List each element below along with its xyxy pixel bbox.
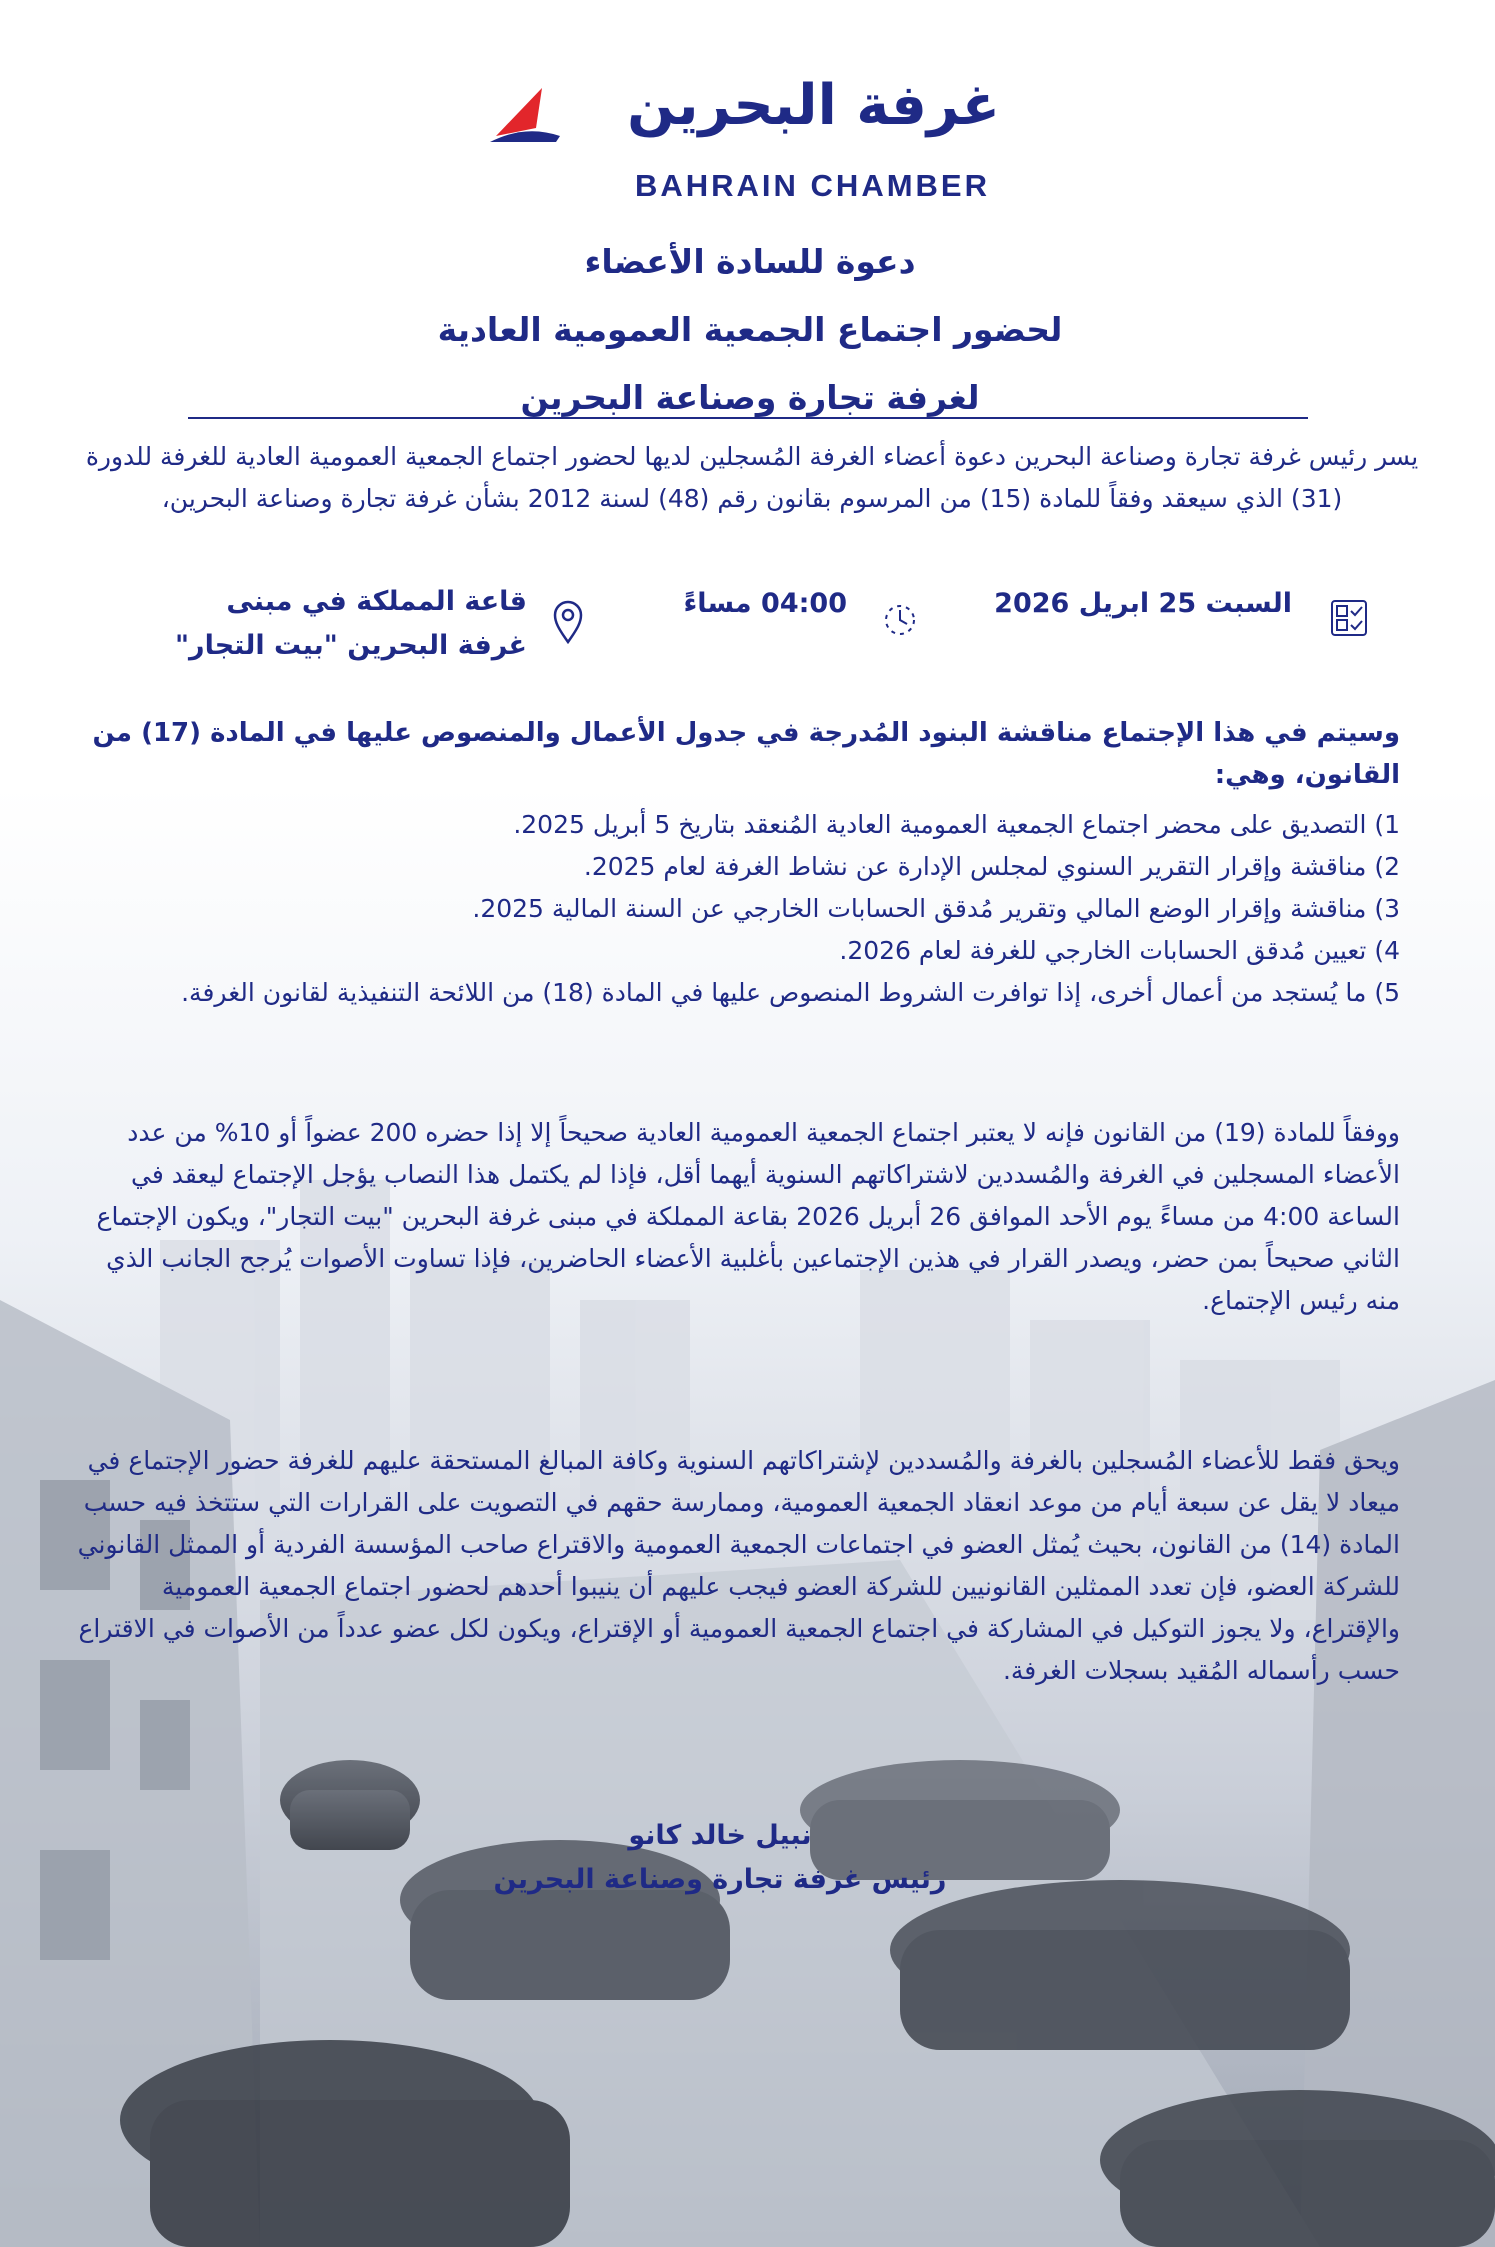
logo-english-text: BAHRAIN CHAMBER — [635, 168, 990, 203]
intro-paragraph: يسر رئيس غرفة تجارة وصناعة البحرين دعوة أعضاء الغرفة المُسجلين لديها لحضور اجتماع الجمعية العمومية العادية للغرفة للدورة (31) الذي سيعقد وفقاً للمادة (15) من المرسوم بقانون رقم (48) لسنة 2012 بشأن غرفة تجارة وصناعة البحرين، — [85, 442, 1419, 513]
clock-icon — [880, 600, 920, 640]
invitation-titles — [250, 228, 1250, 432]
meeting-time: 04:00 مساءً — [683, 588, 847, 619]
agenda-item: 3) مناقشة وإقرار الوضع المالي وتقرير مُدقق الحسابات الخارجي عن السنة المالية 2025. — [472, 894, 1400, 923]
agenda-item: 1) التصديق على محضر اجتماع الجمعية العمومية العادية المُنعقد بتاريخ 5 أبريل 2025. — [513, 810, 1400, 839]
title-line-1: دعوة للسادة الأعضاء — [584, 242, 916, 281]
agenda-lead: وسيتم في هذا الإجتماع مناقشة البنود المُدرجة في جدول الأعمال والمنصوص عليها في المادة (17) من القانون، وهي: — [92, 718, 1400, 790]
title-line-3: لغرفة تجارة وصناعة البحرين — [520, 378, 980, 417]
title-line-2: لحضور اجتماع الجمعية العمومية العادية — [437, 310, 1063, 349]
logo-arabic-text: غرفة البحرين — [627, 73, 1000, 138]
signatory-name: نبيل خالد كانو — [628, 1820, 812, 1851]
signatory-title: رئيس غرفة تجارة وصناعة البحرين — [493, 1864, 947, 1895]
calendar-check-icon — [1330, 599, 1368, 637]
meeting-date: السبت 25 ابريل 2026 — [994, 588, 1292, 619]
quorum-paragraph: ووفقاً للمادة (19) من القانون فإنه لا يعتبر اجتماع الجمعية العمومية العادية صحيحاً إلا إذا حضره 200 عضواً أو 10% من عدد الأعضاء المسجلين في الغرفة والمُسددين لاشتراكاتهم السنوية أيهما أقل، فإذا لم يكتمل هذا النصاب يؤجل الإجتماع ليعقد في الساعة 4:00 من مساءً يوم الأحد الموافق 26 أبريل 2026 بقاعة المملكة في مبنى غرفة البحرين "بيت التجار"، ويكون الإجتماع الثاني صحيحاً بمن حضر، ويصدر القرار في هذين الإجتماعين بأغلبية الأعضاء الحاضرين، فإذا تساوت الأصوات يُرجح الجانب الذي منه رئيس الإجتماع. — [96, 1118, 1400, 1315]
rights-paragraph: ويحق فقط للأعضاء المُسجلين بالغرفة والمُسددين لإشتراكاتهم السنوية وكافة المبالغ المستحقة عليهم للغرفة حضور الإجتماع في ميعاد لا يقل عن سبعة أيام من موعد انعقاد الجمعية العمومية، وممارسة حقهم في التصويت على القرارات التي ستتخذ فيه حسب المادة (14) من القانون، بحيث يُمثل العضو في اجتماعات الجمعية العمومية والاقتراع صاحب المؤسسة الفردية أو الممثل القانوني للشركة العضو، فإن تعدد الممثلين القانونيين للشركة العضو فيجب عليهم أن ينيبوا أحدهم لحضور اجتماع الجمعية العمومية والإقتراع، ولا يجوز التوكيل في المشاركة في اجتماع الجمعية العمومية أو الإقتراع، ويكون لكل عضو عدداً من الأصوات في الاقتراع حسب رأسماله المُقيد بسجلات الغرفة. — [77, 1446, 1400, 1685]
title-divider — [188, 417, 1308, 419]
meeting-venue — [175, 580, 527, 668]
bahrain-chamber-logo — [490, 73, 1000, 203]
venue-line-2: غرفة البحرين "بيت التجار" — [174, 630, 527, 661]
logo-sail-icon — [490, 84, 560, 144]
location-pin-icon — [552, 600, 584, 644]
signature-block — [420, 1814, 1020, 1902]
agenda-item: 4) تعيين مُدقق الحسابات الخارجي للغرفة لعام 2026. — [839, 936, 1400, 965]
agenda-item: 2) مناقشة وإقرار التقرير السنوي لمجلس الإدارة عن نشاط الغرفة لعام 2025. — [583, 852, 1400, 881]
agenda-item: 5) ما يُستجد من أعمال أخرى، إذا توافرت الشروط المنصوص عليها في المادة (18) من اللائحة التنفيذية لقانون الغرفة. — [181, 978, 1400, 1007]
venue-line-1: قاعة المملكة في مبنى — [226, 586, 527, 617]
agenda-list — [64, 804, 1400, 1014]
